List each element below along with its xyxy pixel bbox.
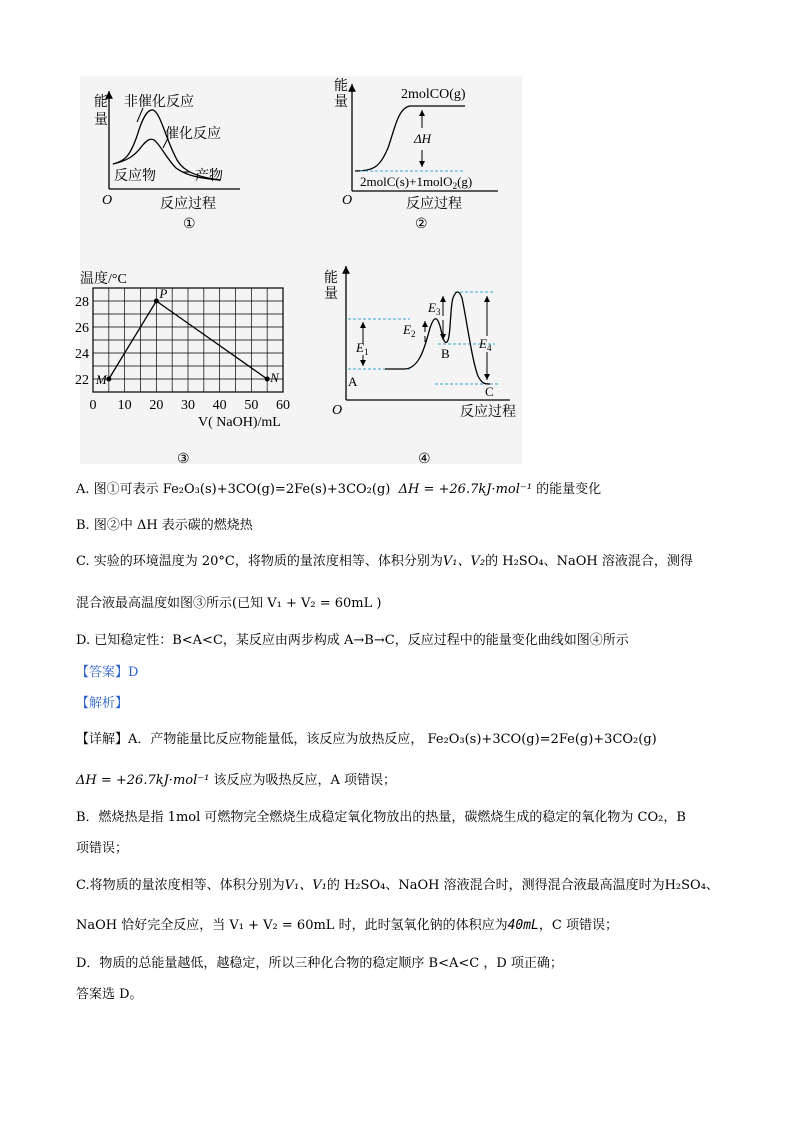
fig4-e2-label: $E_2$	[403, 322, 416, 339]
option-c-line1	[76, 553, 693, 571]
explain-line-8: 答案选 D。	[76, 987, 143, 1002]
option-c-of: 的	[485, 554, 499, 569]
option-d: D. 已知稳定性：B<A<C，某反应由两步构成 A→B→C，反应过程中的能量变化曲线如图④所示	[76, 633, 629, 648]
fig3-point-label: P	[159, 286, 168, 301]
explain-c-middle: 、NaOH 溶液混合时，测得混合液最高温度时为	[385, 878, 665, 893]
explain-line-7: D．物质的总能量越低，越稳定，所以三种化合物的稳定顺序 B<A<C ，D 项正确；	[76, 956, 563, 971]
figure-3-chart	[75, 270, 290, 467]
fig4-ylabel-2: 量	[324, 287, 338, 302]
fig2-dh-label: ΔH	[414, 131, 432, 146]
fig1-reactant-label: 反应物	[114, 169, 156, 184]
explain-line-5	[76, 877, 719, 895]
option-a-prefix: A. 图①可表示	[76, 482, 159, 497]
fig3-xtick: 60	[276, 398, 290, 413]
option-c-line2	[76, 595, 381, 613]
explain-c2-handwritten: 40mL	[507, 918, 539, 933]
explain-line-2	[76, 772, 396, 790]
fig3-ytick: 22	[75, 373, 89, 388]
fig2-top-label: 2molCO(g)	[401, 87, 466, 102]
fig1-cat-label: 催化反应	[165, 127, 221, 142]
fig4-label-c: C	[485, 384, 494, 399]
fig3-xtick: 40	[212, 398, 227, 413]
option-a	[76, 481, 601, 499]
fig3-point-label: N	[270, 370, 279, 385]
fig3-ytick: 26	[75, 321, 89, 336]
option-a-dh: ΔH = +26.7kJ·mol⁻¹	[398, 482, 532, 497]
explain-c-end: 、	[705, 878, 719, 893]
fig4-origin: O	[332, 403, 343, 418]
analysis-label: 【解析】	[76, 696, 129, 711]
explain-c2-middle: 时，此时氢氧化钠的体积应为	[338, 918, 508, 933]
option-c-prefix: C. 实验的环境温度为 20°C，将物质的量浓度相等、体积分别为	[76, 554, 443, 569]
explain-c-prefix: C.将物质的量浓度相等、体积分别为	[76, 878, 285, 893]
fig1-number: ①	[183, 217, 196, 232]
explain-a-dh: ΔH = +26.7kJ·mol⁻¹	[76, 773, 210, 788]
fig3-number: ③	[177, 452, 190, 467]
fig4-label-a: A	[348, 374, 358, 389]
explain-line-6	[76, 917, 618, 935]
fig3-xtick: 50	[244, 398, 259, 413]
fig3-point-label: M	[95, 372, 107, 387]
fig1-noncat-label: 非催化反应	[124, 95, 194, 110]
fig4-e1-label: $E_1$	[356, 340, 369, 357]
fig4-e3-label: $E_3$	[428, 300, 441, 317]
fig2-ylabel-1: 能	[334, 79, 348, 94]
fig4-number: ④	[418, 452, 431, 467]
fig3-ytick: 24	[75, 347, 89, 362]
explain-c-h2so4-2: H₂SO₄	[664, 878, 706, 893]
explain-c2-prefix: NaOH 恰好完全反应，当	[76, 918, 226, 933]
explain-c-volumes: V₁、V₁	[284, 878, 327, 893]
option-c-volumes: V₁、V₂	[442, 554, 486, 569]
fig1-xlabel: 反应过程	[160, 197, 216, 212]
fig3-xlabel: V( NaOH)/mL	[198, 415, 281, 430]
fig1-origin: O	[102, 193, 113, 208]
fig4-e4-label: $E_4$	[479, 336, 492, 353]
fig3-xtick: 0	[89, 398, 97, 413]
fig1-ylabel-2: 量	[94, 113, 108, 128]
fig3-xtick: 30	[181, 398, 195, 413]
option-c-h2so4: H₂SO₄	[502, 554, 544, 569]
explain-line-3: B．燃烧热是指 1mol 可燃物完全燃烧生成稳定氧化物放出的热量，碳燃烧生成的稳定的氧化物为 CO₂，B	[76, 810, 686, 825]
fig3-point	[106, 377, 111, 382]
explain-c2-suffix: ，C 项错误；	[538, 918, 618, 933]
figure-1	[94, 91, 240, 232]
answer-label: 【答案】D	[76, 665, 139, 680]
fig3-point	[154, 299, 159, 304]
fig3-grid	[93, 288, 283, 392]
option-c2-suffix: )	[376, 596, 382, 611]
fig3-ticks	[75, 295, 290, 413]
fig3-ytick: 28	[75, 295, 89, 310]
fig2-origin: O	[342, 193, 353, 208]
figure-panel	[75, 76, 522, 467]
fig3-ylabel: 温度/°C	[80, 272, 127, 287]
option-b: B. 图②中 ΔH 表示碳的燃烧热	[76, 518, 253, 533]
option-c2-equation: V₁ + V₂ = 60mL	[267, 596, 373, 611]
fig4-curve	[385, 292, 490, 384]
fig1-noncat-pointer	[137, 108, 143, 122]
option-c-suffix: 、NaOH 溶液混合，测得	[543, 554, 693, 569]
option-c2-prefix: 混合液最高温度如图③所示(已知	[76, 596, 264, 611]
fig2-xlabel: 反应过程	[406, 197, 462, 212]
figures-svg	[75, 76, 522, 467]
fig2-bottom-label: 2molC(s)+1molO$_2$(g)	[360, 174, 473, 191]
explain-c2-equation: V₁ + V₂ = 60mL	[229, 918, 335, 933]
fig3-xtick: 20	[149, 398, 164, 413]
option-a-suffix: 的能量变化	[536, 482, 602, 497]
fig3-point	[265, 377, 270, 382]
figure-4	[324, 266, 516, 467]
fig4-xlabel: 反应过程	[460, 405, 516, 420]
explain-a-suffix: 该反应为吸热反应，A 项错误；	[213, 773, 396, 788]
explain-c-h2so4: H₂SO₄	[343, 878, 386, 893]
fig2-ylabel-2: 量	[334, 95, 348, 110]
explain-line-1	[76, 731, 657, 749]
explain-c-of: 的	[326, 878, 340, 893]
figure-2	[334, 77, 498, 232]
fig3-xtick: 10	[117, 398, 132, 413]
option-a-equation: Fe₂O₃(s)+3CO(g)=2Fe(s)+3CO₂(g)	[162, 482, 391, 497]
fig2-curve	[355, 106, 465, 171]
explain-a-equation: Fe₂O₃(s)+3CO(g)=2Fe(g)+3CO₂(g)	[427, 732, 657, 747]
fig2-number: ②	[415, 217, 428, 232]
fig4-ylabel-1: 能	[324, 271, 338, 286]
explain-a-prefix: 【详解】A．产物能量比反应物能量低，该反应为放热反应，	[76, 732, 424, 747]
fig1-product-label: 产物	[195, 169, 223, 184]
fig4-label-b: B	[441, 346, 450, 361]
explain-line-4: 项错误；	[76, 841, 129, 856]
fig1-ylabel-1: 能	[94, 95, 108, 110]
